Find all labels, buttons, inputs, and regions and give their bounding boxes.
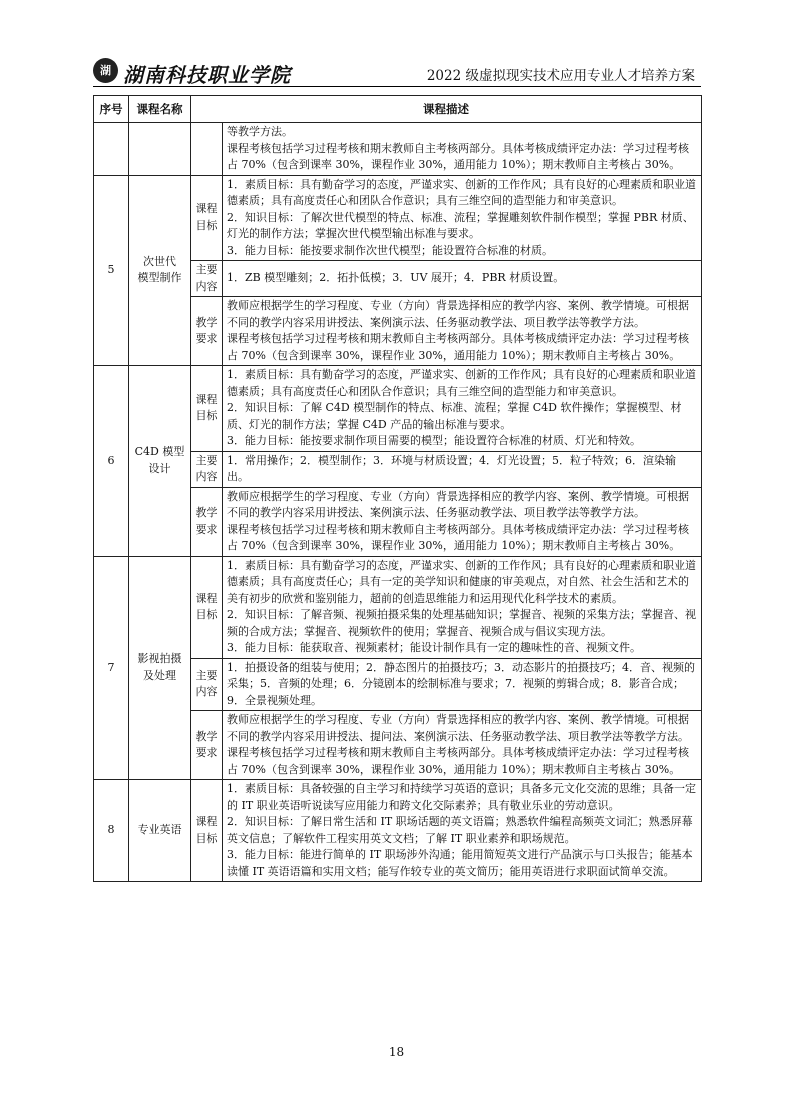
text-line: 2．知识目标：了解音频、视频拍摄采集的处理基础知识；掌握音、视频的采集方法；掌握音、视频的合成方法；掌握音、视频软件的使用；掌握音、视频合成与倡议实现方法。 (227, 608, 696, 638)
label-course-goal (191, 556, 223, 658)
label-main-content (191, 261, 223, 297)
text-line: 教学 (195, 506, 218, 519)
table-header-row (94, 96, 702, 123)
header-divider (93, 86, 701, 87)
text-line: 3．能力目标：能按要求制作项目需要的模型；能设置符合标准的材质、灯光和特效。 (227, 434, 641, 447)
text-line: 1．素质目标：具有勤奋学习的态度，严谨求实、创新的工作作风；具有良好的心理素质和职业道德素质；具有高度责任心和团队合作意识；具有三维空间的造型能力和审美意识。 (227, 368, 696, 398)
text-line: 课程考核包括学习过程考核和期末教师自主考核两部分。具体考核成绩评定办法：学习过程考核占 70%（包含到课率 30%，课程作业 30%，通用能力 10%）；期末教师自主考核占 30%。 (227, 746, 689, 776)
text-line: 2．知识目标：了解 C4D 模型制作的特点、标准、流程；掌握 C4D 软件操作；掌握模型、材质、灯光的制作方法；掌握 C4D 产品的输出标准与要求。 (227, 401, 682, 431)
table-row-continued (94, 123, 702, 176)
course-goal-text (223, 175, 702, 261)
text-line: 影视拍摄 (137, 652, 182, 666)
text-line: 课程考核包括学习过程考核和期末教师自主考核两部分。具体考核成绩评定办法：学习过程考核占 70%（包含到课率 30%，课程作业 30%，通用能力 10%）；期末教师自主考核占 30%。 (227, 141, 689, 171)
label-teaching-requirements (191, 711, 223, 780)
label-teaching-requirements (191, 487, 223, 556)
text-line: 课程 (195, 815, 218, 828)
continued-description (223, 123, 702, 176)
text-line: 2．知识目标：了解日常生活和 IT 职场话题的英文语篇；熟悉软件编程高频英文词汇；熟悉屏幕英文信息；了解软件工程实用英文文档；了解 IT 职业素养和职场规范。 (227, 815, 693, 845)
text-line: 专业英语 (137, 823, 182, 837)
document-title: 2022 级虚拟现实技术应用专业人才培养方案 (426, 68, 695, 84)
column-header-number: 序号 (94, 96, 129, 123)
main-content-text (223, 658, 702, 711)
text-line: 及处理 (143, 668, 176, 682)
text-line: 课程考核包括学习过程考核和期末教师自主考核两部分。具体考核成绩评定办法：学习过程考核占 70%（包含到课率 30%，课程作业 30%，通用能力 10%）；期末教师自主考核占 30%。 (227, 522, 689, 552)
text-line: 要求 (195, 332, 218, 345)
text-line: 内容 (195, 279, 218, 293)
text-line: 目标 (195, 409, 218, 423)
text-line: 1．素质目标：具备较强的自主学习和持续学习英语的意识；具备多元文化交流的思维；具备一定的 IT 职业英语听说读写应用能力和跨文化交际素养；具有敬业乐业的劳动意识。 (227, 782, 696, 812)
label-teaching-requirements (191, 297, 223, 366)
school-logo-text: 湖南科技职业学院 (123, 63, 291, 87)
text-line: 1．素质目标：具有勤奋学习的态度，严谨求实、创新的工作作风；具有良好的心理素质和职业道德素质；具有高度责任心；具有一定的美学知识和健康的审美观点，对自然、社会生活和艺术的美有初步的欣赏和鉴别能力，超前的创造思维能力和运用现代化科学技术的素质。 (227, 558, 696, 605)
text-line: 教学 (195, 729, 218, 743)
text-line: 课程 (195, 591, 218, 605)
text-line: 1．ZB 模型雕刻；2．拓扑低模；3．UV 展开；4．PBR 材质设置。 (227, 271, 565, 285)
text-line: 目标 (195, 831, 218, 845)
row-number: 8 (94, 780, 129, 882)
text-line: 目标 (195, 218, 218, 232)
text-line: 要求 (195, 522, 218, 536)
text-line: 要求 (195, 746, 218, 759)
text-line: 主要 (195, 453, 218, 467)
label-course-goal (191, 175, 223, 261)
label-course-goal (191, 366, 223, 452)
text-line: 内容 (195, 470, 218, 483)
row-number: 7 (94, 556, 129, 780)
text-line: 内容 (195, 685, 218, 699)
text-line: C4D 模型 (134, 445, 185, 459)
text-line: 设计 (148, 461, 171, 475)
text-line: 教师应根据学生的学习程度、专业（方向）背景选择相应的教学内容、案例、教学情境。可根据不同的教学内容采用讲授法、案例演示法、任务驱动教学法、项目教学法等教学方法。 (227, 489, 689, 519)
main-content-text (223, 261, 702, 297)
text-line: 教师应根据学生的学习程度、专业（方向）背景选择相应的教学内容、案例、教学情境。可根据不同的教学内容采用讲授法、提问法、案例演示法、任务驱动教学法、项目教学法等教学方法。 (227, 713, 689, 743)
course-table (93, 95, 702, 882)
text-line: 3．能力目标：能进行简单的 IT 职场涉外沟通；能用简短英文进行产品演示与口头报告；能基本读懂 IT 英语语篇和实用文档；能写作较专业的英文简历；能用英语进行求职面试简单交流。 (227, 848, 693, 878)
label-main-content (191, 451, 223, 487)
text-line: 模型制作 (137, 271, 182, 285)
text-line: 3．能力目标：能获取音、视频素材；能设计制作具有一定的趣味性的音、视频文件。 (227, 641, 641, 654)
course-name (129, 556, 191, 780)
teaching-requirements-text (223, 297, 702, 366)
main-content-text (223, 451, 702, 487)
text-line: 课程 (195, 202, 218, 216)
course-goal-text (223, 366, 702, 452)
page-header (93, 58, 701, 86)
text-line: 主要 (195, 263, 218, 276)
text-line: 2．知识目标：了解次世代模型的特点、标准、流程；掌握雕刻软件制作模型；掌握 PBR 材质、灯光的制作方法；掌握次世代模型输出标准与要求。 (227, 210, 694, 240)
text-line: 课程 (195, 392, 218, 406)
table-row (94, 556, 702, 658)
course-name (129, 780, 191, 882)
text-line: 教学 (195, 315, 218, 329)
table-row (94, 366, 702, 452)
teaching-requirements-text (223, 711, 702, 780)
text-line: 1．素质目标：具有勤奋学习的态度，严谨求实、创新的工作作风；具有良好的心理素质和职业道德素质；具有高度责任心和团队合作意识；具有三维空间的造型能力和审美意识。 (227, 177, 696, 207)
table-row (94, 780, 702, 882)
teaching-requirements-text (223, 487, 702, 556)
text-line: 1．拍摄设备的组装与使用；2．静态图片的拍摄技巧；3．动态影片的拍摄技巧；4．音、视频的采集；5．音频的处理；6．分镜剧本的绘制标准与要求；7．视频的剪辑合成；8．影音合成；9．全景视频处理。 (227, 660, 695, 707)
text-line: 主要 (195, 668, 218, 682)
label-course-goal (191, 780, 223, 882)
course-name (129, 366, 191, 557)
text-line: 3．能力目标：能按要求制作次世代模型；能设置符合标准的材质。 (227, 243, 553, 257)
text-line: 次世代 (143, 254, 176, 268)
course-goal-text (223, 556, 702, 658)
text-line: 等教学方法。 (227, 125, 293, 138)
label-main-content (191, 658, 223, 711)
text-line: 教师应根据学生的学习程度、专业（方向）背景选择相应的教学内容、案例、教学情境。可根据不同的教学内容采用讲授法、案例演示法、任务驱动教学法、项目教学法等教学方法。 (227, 299, 689, 329)
table-row (94, 175, 702, 261)
row-number: 6 (94, 366, 129, 557)
row-number: 5 (94, 175, 129, 366)
course-name (129, 175, 191, 366)
text-line: 1．常用操作；2．模型制作；3．环境与材质设置；4．灯光设置；5．粒子特效；6．渲染输出。 (227, 453, 676, 483)
column-header-course-name: 课程名称 (129, 96, 191, 123)
page-number: 18 (388, 1045, 405, 1059)
text-line: 目标 (195, 608, 218, 621)
school-emblem-icon: 湖 (93, 58, 118, 83)
column-header-description: 课程描述 (191, 96, 702, 123)
text-line: 课程考核包括学习过程考核和期末教师自主考核两部分。具体考核成绩评定办法：学习过程考核占 70%（包含到课率 30%，课程作业 30%，通用能力 10%）；期末教师自主考核占 30%。 (227, 332, 689, 362)
course-goal-text (223, 780, 702, 882)
